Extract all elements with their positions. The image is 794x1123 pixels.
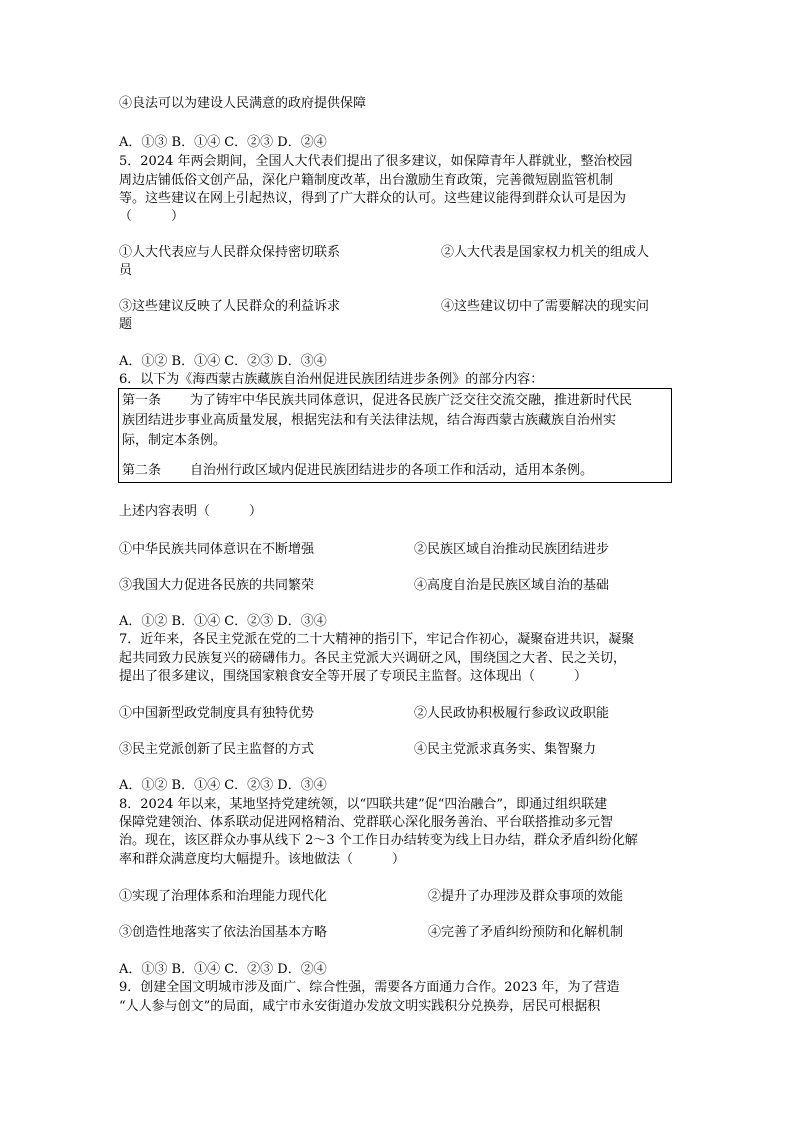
q9-stem-line-2: “人人参与创文”的局面，咸宁市永安街道办发放文明实践积分兑换券，居民可根据积 (119, 999, 601, 1014)
q5-answer-choices: A．①② B．①④ C．②③ D．③④ (119, 354, 327, 369)
q5-option-3: ③这些建议反映了人民群众的利益诉求 (119, 299, 341, 314)
article-1-label: 第一条 (122, 393, 162, 408)
q5-option-4: ④这些建议切中了需要解决的现实问 (441, 299, 650, 314)
q6-option-2: ②民族区域自治推动民族团结进步 (414, 542, 610, 557)
q5-options-row-1 (119, 244, 679, 262)
q6-option-1: ①中华民族共同体意识在不断增强 (119, 542, 315, 557)
q7-option-4: ④民主党派求真务实、集智聚力 (414, 742, 597, 757)
q9-stem-line-1: 9．创建全国文明城市涉及面广、综合性强，需要各方面通力合作。2023 年，为了营造 (119, 980, 620, 995)
q8-stem-line-3: 治。现在，该区群众办事从线下 2～3 个工作日办结转变为线上日办结，群众矛盾纠纷化解 (119, 833, 638, 848)
q5-option-2-wrap: 员 (119, 263, 133, 278)
q5-option-4-wrap: 题 (119, 317, 133, 332)
q8-stem-line-1: 8．2024 年以来，某地坚持党建统领，以“四联共建”促“四治融合”，即通过组织联建 (119, 797, 608, 812)
q7-option-1: ①中国新型政党制度具有独特优势 (119, 706, 315, 721)
q6-options-row-2 (119, 577, 679, 595)
article-1-line-3: 际，制定本条例。 (122, 433, 227, 448)
q7-options-row-2 (119, 741, 679, 759)
q7-stem-line-2: 起共同致力民族复兴的磅礴伟力。各民主党派大兴调研之风，围绕国之大者、民之关切， (119, 651, 627, 666)
q5-option-1: ①人大代表应与人民群众保持密切联系 (119, 245, 341, 260)
q6-stem: 6．以下为《海西蒙古族藏族自治州促进民族团结进步条例》的部分内容： (119, 372, 544, 387)
q5-stem-line-2: 周边店铺低俗文创产品，深化户籍制度改革，出台激励生育政策，完善微短剧监管机制 (119, 173, 614, 188)
q8-option-3: ③创造性地落实了依法治国基本方略 (119, 925, 328, 940)
q7-option-2: ②人民政协积极履行参政议政职能 (414, 706, 610, 721)
q8-option-4: ④完善了矛盾纠纷预防和化解机制 (428, 925, 624, 940)
q8-answer-choices: A．①③ B．①④ C．②③ D．②④ (119, 962, 327, 977)
regulation-excerpt-box (118, 388, 672, 483)
q5-stem-line-3: 等。这些建议在网上引起热议，得到了广大群众的认可。这些建议能得到群众认可是因为 (119, 191, 627, 206)
q7-options-row-1 (119, 705, 679, 723)
q8-stem-line-2: 保障党建领治、体系联动促进网格精治、党群联心深化服务善治、平台联搭推动多元智 (119, 815, 614, 830)
q8-options-row-1 (119, 888, 679, 906)
q7-stem-line-3: 提出了很多建议，围绕国家粮食安全等开展了专项民主监督。这体现出（ ） (119, 669, 588, 684)
article-2-text: 自治州行政区域内促进民族团结进步的各项工作和活动，适用本条例。 (190, 463, 594, 478)
q8-options-row-2 (119, 924, 679, 942)
q5-option-2: ②人大代表是国家权力机关的组成人 (441, 245, 650, 260)
article-1-line-1: 为了铸牢中华民族共同体意识，促进各民族广泛交往交流交融，推进新时代民 (190, 393, 633, 408)
q7-answer-choices: A．①② B．①④ C．②③ D．③④ (119, 778, 327, 793)
q6-options-row-1 (119, 541, 679, 559)
article-2-label: 第二条 (122, 463, 162, 478)
article-1-line-2: 族团结进步事业高质量发展，根据宪法和有关法律法规，结合海西蒙古族藏族自治州实 (122, 413, 617, 428)
q8-option-2: ②提升了办理涉及群众事项的效能 (428, 889, 624, 904)
q6-option-3: ③我国大力促进各民族的共同繁荣 (119, 578, 315, 593)
q6-answer-choices: A．①② B．①④ C．②③ D．③④ (119, 614, 327, 629)
q5-stem-line-4: （ ） (119, 209, 185, 224)
q7-option-3: ③民主党派创新了民主监督的方式 (119, 742, 315, 757)
prev-option-4: ④良法可以为建设人民满意的政府提供保障 (119, 96, 367, 111)
q8-option-1: ①实现了治理体系和治理能力现代化 (119, 889, 328, 904)
q8-stem-line-4: 率和群众满意度均大幅提升。该地做法（ ） (119, 852, 406, 867)
prev-answer-choices: A．①③ B．①④ C．②③ D．②④ (119, 135, 327, 150)
q7-stem-line-1: 7．近年来，各民主党派在党的二十大精神的指引下，牢记合作初心，凝聚奋进共识，凝聚 (119, 632, 635, 647)
q5-stem-line-1: 5．2024 年两会期间，全国人大代表们提出了很多建议，如保障青年人群就业，整治校园 (119, 154, 633, 169)
q5-options-row-2 (119, 298, 679, 316)
q6-option-4: ④高度自治是民族区域自治的基础 (414, 578, 610, 593)
q6-question: 上述内容表明（ ） (119, 504, 263, 519)
